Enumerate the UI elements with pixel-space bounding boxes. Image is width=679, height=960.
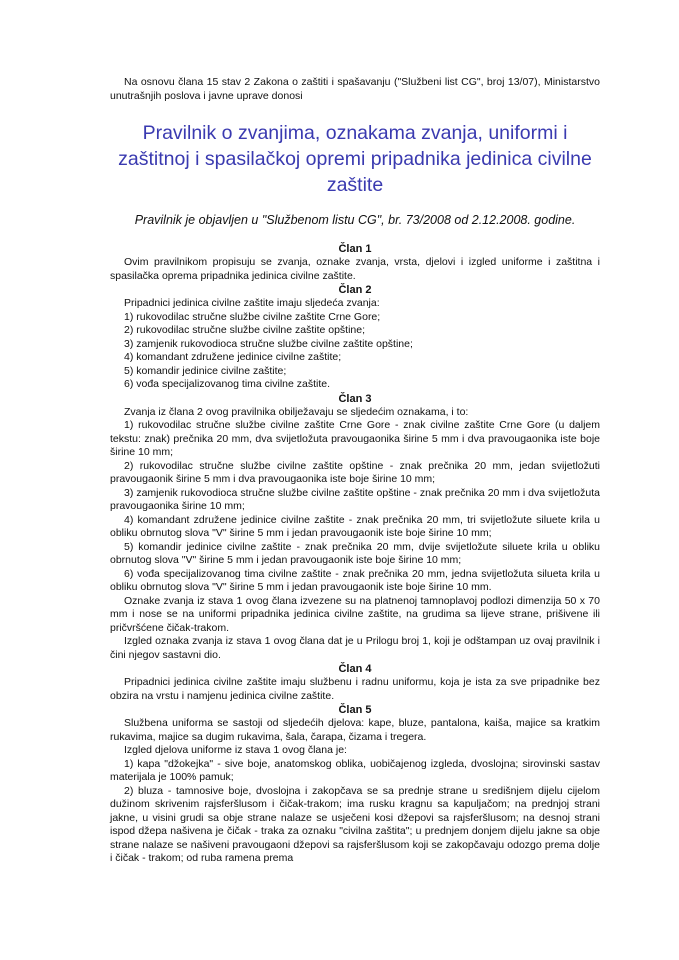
list-item: 1) rukovodilac stručne službe civilne zaštite Crne Gore - znak civilne zaštite Crne Gore (u daljem tekstu: znak) prečnika 20 mm, dva svijetložuta pravougaonika širine 5 mm i dva pravougaonika iste boje širine 10 mm; <box>110 419 600 458</box>
list-item: 6) vođa specijalizovanog tima civilne zaštite - znak prečnika 20 mm, jedna svijetložuta silueta krila u obliku obrnutog slova "V" širine 5 mm i jedan pravougaonik iste boje širine 10 mm. <box>110 567 600 593</box>
paragraph: Pripadnici jedinica civilne zaštite imaju službenu i radnu uniformu, koja je ista za sve pripadnike bez obzira na vrstu i namjenu jedinica civilne zaštite. <box>110 676 600 702</box>
paragraph: Izgled djelova uniforme iz stava 1 ovog člana je: <box>124 744 347 756</box>
list-item: 2) rukovodilac stručne službe civilne zaštite opštine - znak prečnika 20 mm, jedan svijetložuti pravougaonik širine 5 mm i dva pravougaonika iste boje širine 10 mm; <box>110 459 600 485</box>
paragraph: Zvanja iz člana 2 ovog pravilnika obilježavaju se sljedećim oznakama, i to: <box>124 405 469 418</box>
articles-container <box>110 242 600 866</box>
paragraph: Oznake zvanja iz stava 1 ovog člana izvezene su na platnenoj tamnoplavoj podlozi dimenzija 50 x 70 mm i nose se na uniformi pripadnika jedinica civilne zaštite, na grudima sa lijeve strane, prišivene ili pričvršćene čičak-trakom. <box>110 594 600 634</box>
paragraph: Ovim pravilnikom propisuju se zvanja, oznake zvanja, vrsta, djelovi i izgled uniforme i zaštitna i spasilačka oprema pripadnika jedinica civilne zaštite. <box>110 256 600 282</box>
list-item: 4) komandant združene jedinice civilne zaštite; <box>124 351 342 363</box>
list-item: 4) komandant združene jedinice civilne zaštite - znak prečnika 20 mm, tri svijetložute siluete krila u obliku obrnutog slova "V" širine 5 mm i jedan pravougaonik iste boje širine 10 mm; <box>110 513 600 539</box>
list-item: 2) rukovodilac stručne službe civilne zaštite opštine; <box>124 324 366 336</box>
article-heading: Član 1 <box>338 243 372 255</box>
list-item: 3) zamjenik rukovodioca stručne službe civilne zaštite opštine; <box>124 337 413 350</box>
document-page <box>110 76 600 866</box>
article-heading: Član 2 <box>338 284 372 296</box>
publication-note: Pravilnik je objavljen u "Službenom listu CG", br. 73/2008 od 2.12.2008. godine. <box>134 213 576 227</box>
list-item: 6) vođa specijalizovanog tima civilne zaštite. <box>124 378 331 390</box>
document-title: Pravilnik o zvanjima, oznakama zvanja, uniformi i zaštitnoj i spasilačkoj opremi pripadnika jedinica civilne zaštite <box>118 122 592 196</box>
article-heading: Član 5 <box>338 704 372 716</box>
list-item: 2) bluza - tamnosive boje, dvoslojna i zakopčava se sa prednje strane u središnjem dijelu cijelom dužinom skrivenim rajsferšlusom i čičak-trakom; ima rusku kragnu sa kapuljačom; na prednjoj strani jakne, u visini grudi sa obje strane nalaze se usječeni kosi džepovi sa rajsferšlusom; na desnoj strani ispod džepa našivena je čičak - traka za oznaku "civilna zaštita"; u prednjem donjem dijelu jakne sa obje strane nalaze se našiveni pravougaoni džepovi sa rajsferšlusom koji se zakopčavaju odozgo prema dolje i čičak - trakom; od ruba ramena prema <box>110 784 600 864</box>
list-item: 5) komandir jedinice civilne zaštite; <box>124 364 287 377</box>
list-item: 1) kapa "džokejka" - sive boje, anatomskog oblika, uobičajenog izgleda, dvoslojna; sirovinski sastav materijala je 100% pamuk; <box>110 757 600 783</box>
article-heading: Član 4 <box>338 663 372 675</box>
intro-paragraph: Na osnovu člana 15 stav 2 Zakona o zaštiti i spašavanju ("Službeni list CG", broj 13/07), Ministarstvo unutrašnjih poslova i javne uprave donosi <box>110 76 600 102</box>
list-item: 3) zamjenik rukovodioca stručne službe civilne zaštite opštine - znak prečnika 20 mm i dva svijetložuta pravougaonika širine 10 mm; <box>110 486 600 512</box>
article-heading: Član 3 <box>338 392 372 405</box>
paragraph: Službena uniforma se sastoji od sljedećih djelova: kape, bluze, pantalona, kaiša, majice sa kratkim rukavima, majice sa dugim rukavima, šala, čarapa, čizama i tregera. <box>110 717 600 743</box>
paragraph: Pripadnici jedinica civilne zaštite imaju sljedeća zvanja: <box>124 297 380 309</box>
list-item: 5) komandir jedinice civilne zaštite - znak prečnika 20 mm, dvije svijetložute siluete krila u obliku obrnutog slova "V" širine 5 mm i jedan pravougaonik iste boje širine 10 mm; <box>110 540 600 566</box>
paragraph: Izgled oznaka zvanja iz stava 1 ovog člana dat je u Prilogu broj 1, koji je odštampan uz ovaj pravilnik i čini njegov sastavni dio. <box>110 635 600 661</box>
list-item: 1) rukovodilac stručne službe civilne zaštite Crne Gore; <box>124 310 381 323</box>
